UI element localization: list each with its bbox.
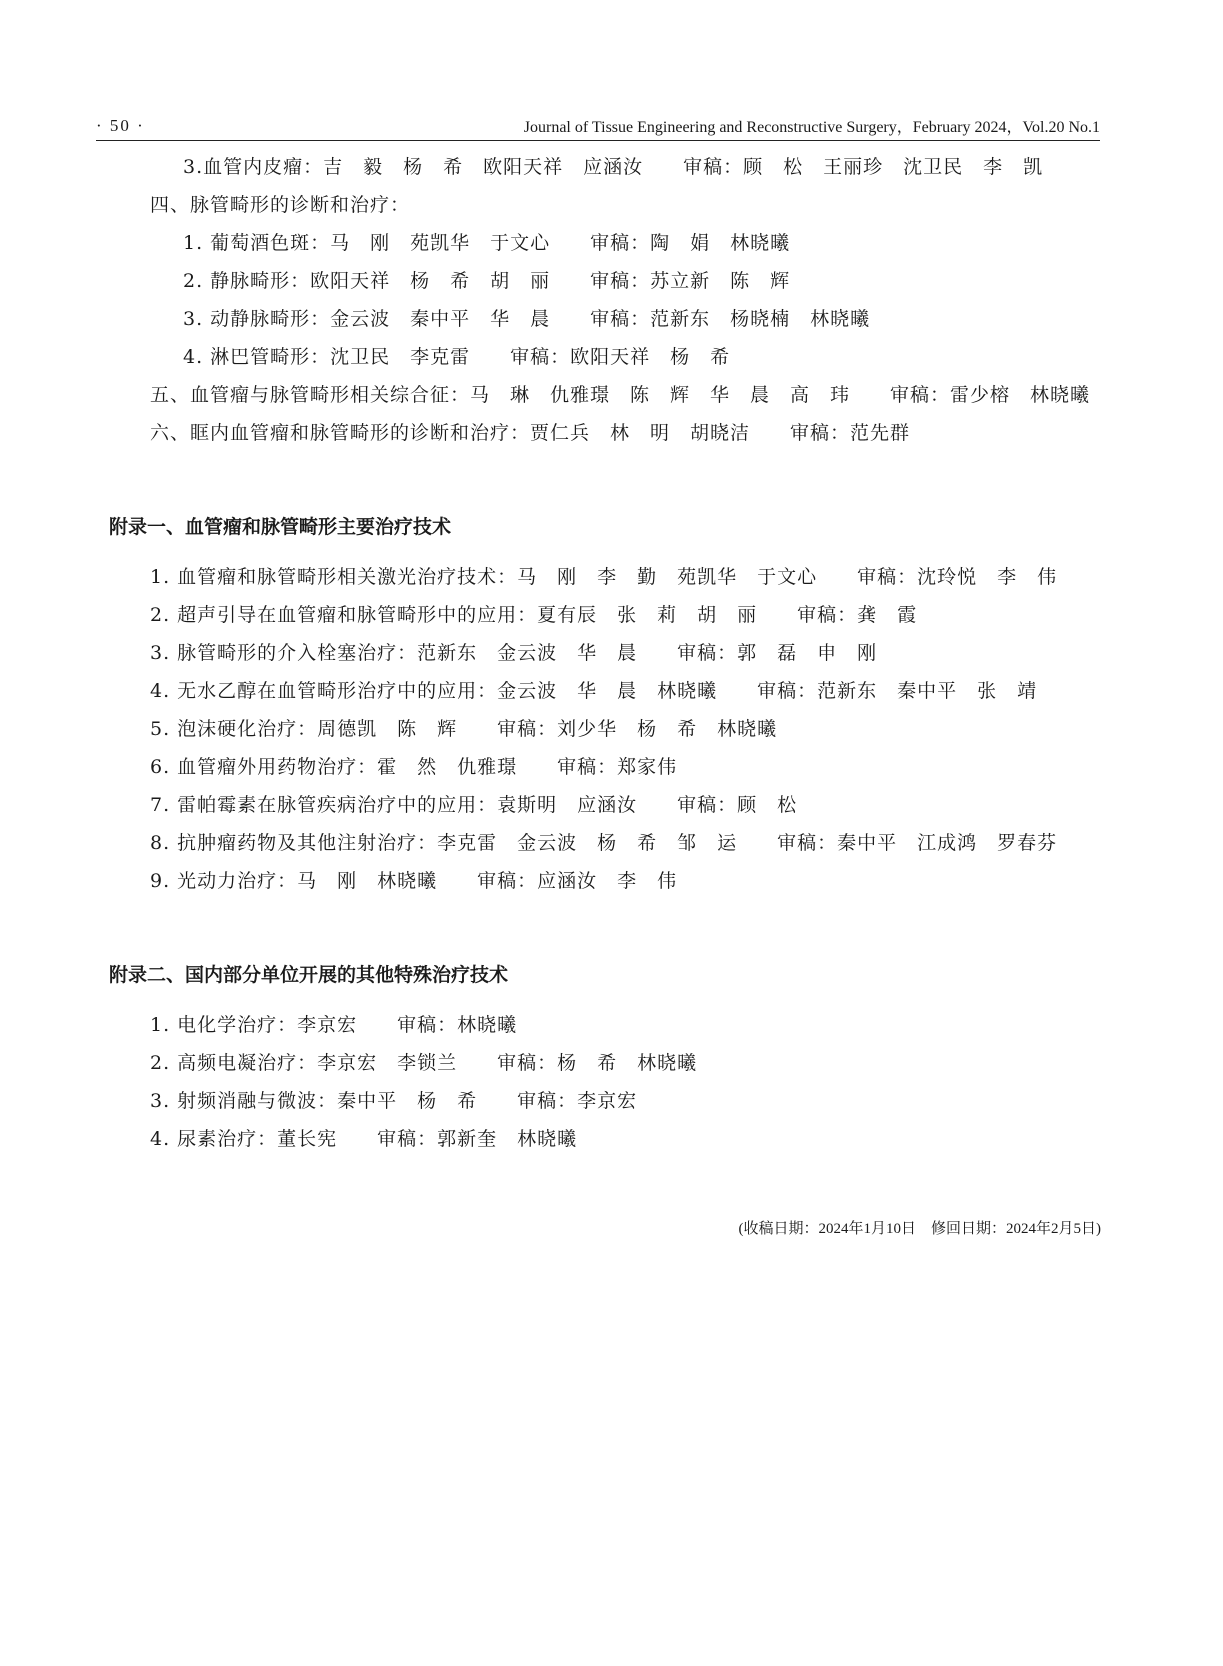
list-item: 4. 尿素治疗：董长宪 审稿：郭新奎 林晓曦 [150, 1128, 578, 1150]
list-item: 1. 电化学治疗：李京宏 审稿：林晓曦 [150, 1014, 518, 1036]
list-item: 3. 射频消融与微波：秦中平 杨 希 审稿：李京宏 [150, 1090, 638, 1112]
list-item: 7. 雷帕霉素在脉管疾病治疗中的应用：袁斯明 应涵汝 审稿：顾 松 [150, 794, 798, 816]
list-item: 4. 淋巴管畸形：沈卫民 李克雷 审稿：欧阳天祥 杨 希 [183, 346, 731, 368]
section-heading: 五、血管瘤与脉管畸形相关综合征：马 琳 仇雅璟 陈 辉 华 晨 高 玮 审稿：雷少榕 林晓曦 [150, 384, 1091, 406]
appendix1-title: 附录一、血管瘤和脉管畸形主要治疗技术 [109, 516, 452, 538]
list-item: 3. 脉管畸形的介入栓塞治疗：范新东 金云波 华 晨 审稿：郭 磊 申 刚 [150, 642, 878, 664]
page-number: · 50 · [96, 116, 145, 135]
list-item: 8. 抗肿瘤药物及其他注射治疗：李克雷 金云波 杨 希 邹 运 审稿：秦中平 江成鸿 罗春芬 [150, 832, 1058, 854]
list-item: 2. 超声引导在血管瘤和脉管畸形中的应用：夏有辰 张 莉 胡 丽 审稿：龚 霞 [150, 604, 918, 626]
appendix2-title: 附录二、国内部分单位开展的其他特殊治疗技术 [109, 964, 509, 986]
section-heading: 四、脉管畸形的诊断和治疗： [150, 194, 411, 216]
list-item: 6. 血管瘤外用药物治疗：霍 然 仇雅璟 审稿：郑家伟 [150, 756, 678, 778]
list-item: 3. 动静脉畸形：金云波 秦中平 华 晨 审稿：范新东 杨晓楠 林晓曦 [183, 308, 871, 330]
list-item: 9. 光动力治疗：马 刚 林晓曦 审稿：应涵汝 李 伟 [150, 870, 678, 892]
list-item: 3.血管内皮瘤：吉 毅 杨 希 欧阳天祥 应涵汝 审稿：顾 松 王丽珍 沈卫民 李 凯 [183, 156, 1044, 178]
journal-citation: Journal of Tissue Engineering and Reconstructive Surgery，February 2024，Vol.20 No.1 [523, 119, 1100, 136]
list-item: 2. 静脉畸形：欧阳天祥 杨 希 胡 丽 审稿：苏立新 陈 辉 [183, 270, 791, 292]
list-item: 2. 高频电凝治疗：李京宏 李锁兰 审稿：杨 希 林晓曦 [150, 1052, 698, 1074]
list-item: 1. 葡萄酒色斑：马 刚 苑凯华 于文心 审稿：陶 娟 林晓曦 [183, 232, 791, 254]
running-header [96, 112, 1100, 141]
list-item: 1. 血管瘤和脉管畸形相关激光治疗技术：马 刚 李 勤 苑凯华 于文心 审稿：沈玲悦 李 伟 [150, 566, 1058, 588]
list-item: 4. 无水乙醇在血管畸形治疗中的应用：金云波 华 晨 林晓曦 审稿：范新东 秦中平 张 靖 [150, 680, 1038, 702]
received-date-note: (收稿日期：2024年1月10日 修回日期：2024年2月5日) [738, 1221, 1101, 1237]
section-heading: 六、眶内血管瘤和脉管畸形的诊断和治疗：贾仁兵 林 明 胡晓洁 审稿：范先群 [150, 422, 911, 444]
list-item: 5. 泡沫硬化治疗：周德凯 陈 辉 审稿：刘少华 杨 希 林晓曦 [150, 718, 778, 740]
